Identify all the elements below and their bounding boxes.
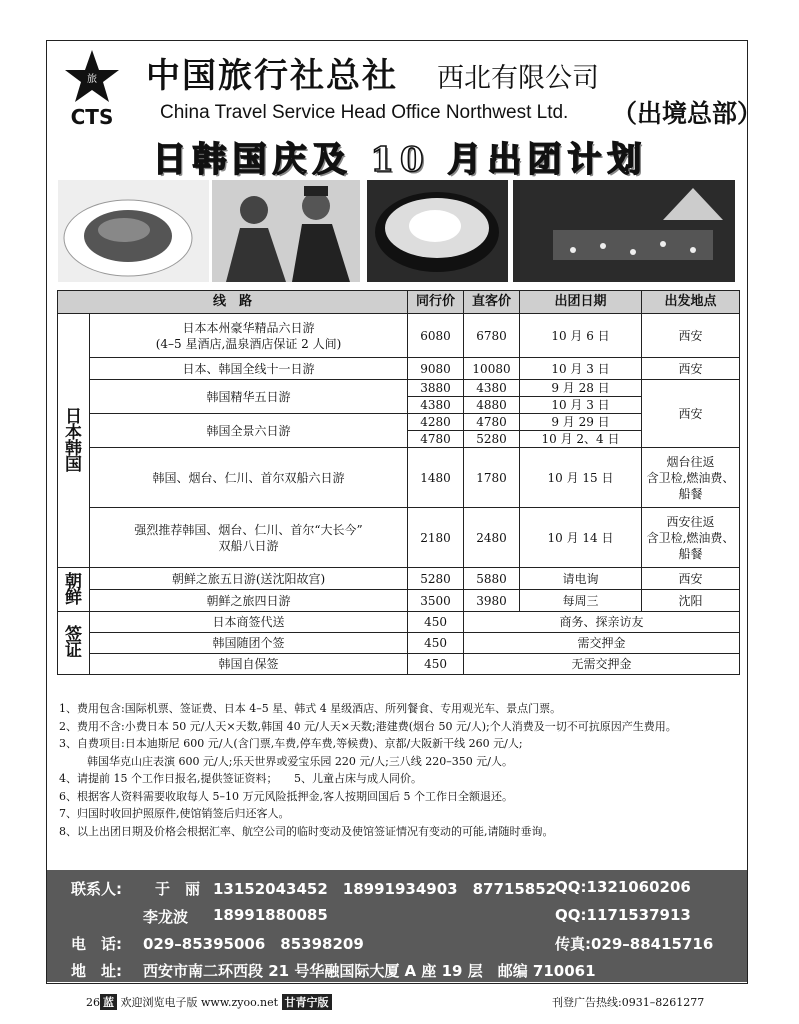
table-row: [58, 448, 740, 508]
browse-text: 欢迎浏览电子版: [120, 996, 198, 1009]
visa-note: 商务、探亲访友: [464, 612, 740, 633]
peer-price: 4280: [408, 414, 464, 431]
visa-price: 450: [408, 612, 464, 633]
qq-1: QQ:1321060206: [555, 878, 691, 896]
contact-phones-1: 13152043452 18991934903 87715852: [213, 880, 557, 898]
visa-price: 450: [408, 633, 464, 654]
photo-kimchi: [58, 180, 209, 282]
direct-price: 2480: [464, 508, 520, 568]
direct-price: 5880: [464, 568, 520, 590]
peer-price: 4380: [408, 397, 464, 414]
direct-price: 4380: [464, 380, 520, 397]
route-cell: 韩国精华五日游: [90, 380, 408, 414]
fax: 传真:029–88415716: [555, 935, 714, 953]
origin: 西安往返 含卫检,燃油费、 船餐: [642, 508, 740, 568]
office-phones: 029–85395006 85398209: [143, 935, 364, 953]
note-item: 1、费用包含:国际机票、签证费、日本 4–5 星、韩式 4 星级酒店、所列餐食、专用观光车、景点门票。: [59, 702, 562, 715]
peer-price: 9080: [408, 358, 464, 380]
company-name-en: China Travel Service Head Office Northwest Ltd.: [160, 102, 569, 123]
direct-price: 4780: [464, 414, 520, 431]
tour-date: 9 月 28 日: [520, 380, 642, 397]
route-cell: 韩国全景六日游: [90, 414, 408, 448]
route-cell: 强烈推荐韩国、烟台、仁川、首尔“大长今” 双船八日游: [90, 508, 408, 568]
address-label: 地 址:: [71, 962, 122, 980]
note-item: 2、费用不含:小费日本 50 元/人天×天数,韩国 40 元/人天×天数;港建费(烟台 50 元/人);个人消费及一切不可抗原因产生费用。: [59, 719, 677, 733]
table-row: [58, 414, 740, 431]
route-cell: 日本商签代送: [90, 612, 408, 633]
header-origin: 出发地点: [642, 291, 740, 314]
footer-left: [86, 994, 332, 1010]
tour-date: 10 月 15 日: [520, 448, 642, 508]
origin: 烟台往返 含卫检,燃油费、 船餐: [642, 448, 740, 508]
peer-price: 2180: [408, 508, 464, 568]
site-link[interactable]: www.zyoo.net: [201, 996, 279, 1009]
notes: [59, 700, 739, 840]
route-cell: 朝鲜之旅四日游: [90, 590, 408, 612]
table-row: [58, 654, 740, 675]
peer-price: 3880: [408, 380, 464, 397]
note-item: 6、根据客人资料需要收取每人 5–10 万元风险抵押金,客人按期回国后 5 个工作日全额退还。: [59, 789, 513, 803]
direct-price: 3980: [464, 590, 520, 612]
photo-soup: [367, 180, 508, 282]
visa-price: 450: [408, 654, 464, 675]
tour-date: 每周三: [520, 590, 642, 612]
origin: 西安: [642, 380, 740, 448]
company-name-cn: 中国旅行社总社: [146, 56, 398, 96]
tour-date: 10 月 2、4 日: [520, 431, 642, 448]
contact-band: [47, 870, 747, 982]
note-item: 8、以上出团日期及价格会根据汇率、航空公司的临时变动及使馆签证情况有变动的可能,请随时垂询。: [59, 824, 554, 838]
route-cell: 日本、韩国全线十一日游: [90, 358, 408, 380]
peer-price: 6080: [408, 314, 464, 358]
region-north-korea: 朝鲜: [58, 568, 90, 612]
logo-star-char: 旅: [87, 74, 97, 85]
tour-date: 10 月 3 日: [520, 397, 642, 414]
table-row: [58, 568, 740, 590]
logo-text: CTS: [70, 105, 114, 128]
route-cell: 日本本州豪华精品六日游 (4–5 星酒店,温泉酒店保证 2 人间): [90, 314, 408, 358]
cts-logo: [64, 48, 120, 128]
note-item: 3、自费项目:日本迪斯尼 600 元/人(含门票,车费,停车费,等候费)、京都/大阪新干线 260 元/人;: [59, 737, 523, 750]
visa-note: 无需交押金: [464, 654, 740, 675]
origin: 西安: [642, 314, 740, 358]
company-sub: 西北有限公司: [437, 63, 599, 94]
table-header-row: [58, 291, 740, 314]
table-row: [58, 590, 740, 612]
photo-palace-night: [513, 180, 735, 282]
page-tag: 蓝: [100, 994, 117, 1010]
note-item: 7、归国时收回护照原件,使馆销签后归还客人。: [59, 807, 290, 820]
note-item: 4、请提前 15 个工作日报名,提供签证资料； 5、儿童占床与成人同价。: [59, 772, 422, 785]
direct-price: 1780: [464, 448, 520, 508]
tour-date: 10 月 14 日: [520, 508, 642, 568]
origin: 西安: [642, 358, 740, 380]
peer-price: 3500: [408, 590, 464, 612]
address: 西安市南二环西段 21 号华融国际大厦 A 座 19 层 邮编 710061: [143, 962, 596, 980]
visa-note: 需交押金: [464, 633, 740, 654]
route-cell: 韩国随团个签: [90, 633, 408, 654]
contact-person-2: 李龙波: [143, 908, 189, 926]
plan-title: 日韩国庆及 10 月出团计划: [152, 140, 648, 180]
department: （出境总部）: [612, 99, 763, 128]
table-row: [58, 380, 740, 397]
tour-date: 10 月 6 日: [520, 314, 642, 358]
magazine-edition: 甘青宁版: [282, 994, 332, 1010]
header-route: 线 路: [58, 291, 408, 314]
contact-phone-2: 18991880085: [213, 906, 328, 924]
region-japan-korea: 日本韩国: [58, 314, 90, 568]
header-direct-price: 直客价: [464, 291, 520, 314]
direct-price: 10080: [464, 358, 520, 380]
origin: 沈阳: [642, 590, 740, 612]
ad-hotline: 刊登广告热线:0931–8261277: [552, 996, 705, 1009]
region-visa: 签证: [58, 612, 90, 675]
table-row: [58, 314, 740, 358]
peer-price: 1480: [408, 448, 464, 508]
direct-price: 6780: [464, 314, 520, 358]
direct-price: 4880: [464, 397, 520, 414]
peer-price: 5280: [408, 568, 464, 590]
note-item: 韩国华克山庄表演 600 元/人;乐天世界或爱宝乐园 220 元/人;三八线 220–350 元/人。: [87, 754, 513, 768]
table-row: [58, 358, 740, 380]
header-date: 出团日期: [520, 291, 642, 314]
peer-price: 4780: [408, 431, 464, 448]
origin: 西安: [642, 568, 740, 590]
tour-date: 请电询: [520, 568, 642, 590]
qq-2: QQ:1171537913: [555, 906, 691, 924]
tour-date: 9 月 29 日: [520, 414, 642, 431]
route-table: [57, 290, 740, 675]
phone-label: 电 话:: [71, 935, 122, 953]
route-cell: 朝鲜之旅五日游(送沈阳故宫): [90, 568, 408, 590]
table-row: [58, 633, 740, 654]
route-cell: 韩国、烟台、仁川、首尔双船六日游: [90, 448, 408, 508]
route-cell: 韩国自保签: [90, 654, 408, 675]
table-row: [58, 612, 740, 633]
page-number: 26: [86, 996, 100, 1009]
contacts-label: 联系人:: [71, 880, 122, 898]
header-peer-price: 同行价: [408, 291, 464, 314]
direct-price: 5280: [464, 431, 520, 448]
contact-person-1: 于 丽: [155, 880, 201, 898]
photo-hanbok: [212, 180, 360, 282]
table-row: [58, 508, 740, 568]
tour-date: 10 月 3 日: [520, 358, 642, 380]
